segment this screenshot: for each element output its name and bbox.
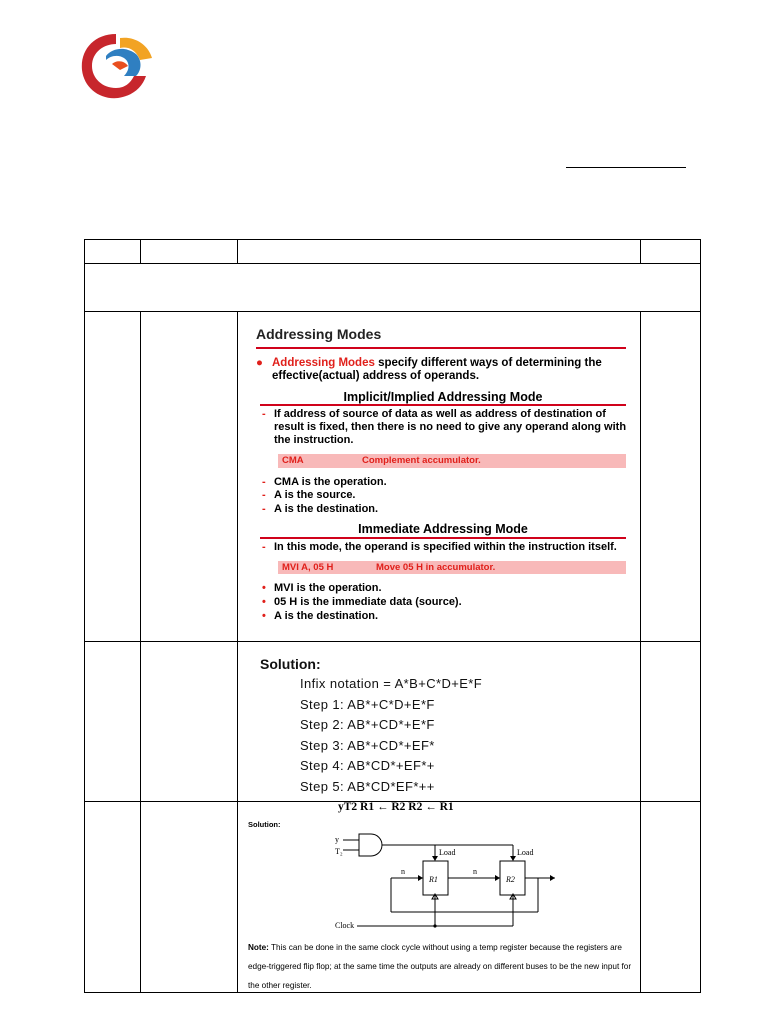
table-row	[85, 802, 701, 993]
point-text: A is the source.	[273, 489, 356, 502]
addressing-modes-slide	[237, 312, 640, 642]
load-label: Load	[516, 848, 534, 857]
bullet-icon: •	[261, 582, 266, 595]
list-item	[262, 596, 632, 609]
header-cell	[237, 240, 640, 264]
example-instr: CMA	[281, 455, 304, 467]
immediate-desc-item	[262, 541, 632, 554]
implicit-heading: Implicit/Implied Addressing Mode	[260, 390, 626, 407]
row-cell	[640, 642, 700, 802]
example-desc: Complement accumulator.	[361, 455, 481, 467]
implicit-desc: If address of source of data as well as address of destination of result is fixed, then there is no need to give any operand along with the instruction.	[273, 408, 627, 447]
point-text: 05 H is the immediate data (source).	[273, 596, 462, 609]
intro-bullet	[256, 357, 632, 384]
dash-icon: -	[261, 475, 266, 488]
example-desc: Move 05 H in accumulator.	[375, 562, 496, 574]
bullet-icon: •	[261, 596, 266, 609]
point-text: MVI is the operation.	[273, 582, 382, 595]
row-cell	[640, 312, 700, 642]
list-item	[262, 503, 632, 516]
immediate-heading: Immediate Addressing Mode	[260, 522, 626, 539]
register-transfer-equation: yT2 R1 ← R2 R2 ← R1	[337, 801, 454, 813]
register-swap-diagram	[333, 830, 563, 930]
header-cell	[141, 240, 238, 264]
list-item	[262, 489, 632, 502]
bullet-icon: •	[261, 610, 266, 623]
header-cell	[85, 240, 141, 264]
circuit-solution	[237, 802, 640, 993]
header-cell	[640, 240, 700, 264]
section-cell	[85, 264, 701, 312]
and-gate	[359, 834, 382, 856]
solution-label: Solution:	[247, 820, 281, 829]
dash-icon: -	[261, 541, 266, 554]
institution-logo	[76, 26, 156, 102]
row-cell	[141, 642, 238, 802]
example-instr: MVI A, 05 H	[281, 562, 334, 574]
load-label: Load	[438, 848, 456, 857]
row-cell	[640, 802, 700, 993]
dash-icon: -	[261, 408, 266, 421]
immediate-desc: In this mode, the operand is specified within the instruction itself.	[273, 541, 617, 554]
solution-line: Step 4: AB*CD*+EF*+	[299, 758, 435, 773]
solution-line: Step 3: AB*+CD*+EF*	[299, 737, 435, 753]
r2-label: R2	[505, 875, 515, 884]
slide-title: Addressing Modes	[256, 326, 626, 349]
point-text: A is the destination.	[273, 503, 379, 516]
bus-width-label: n	[400, 867, 405, 876]
intro-text	[272, 357, 632, 384]
note-paragraph	[248, 938, 643, 995]
bullet-icon: ●	[255, 356, 263, 369]
signature-line	[566, 167, 686, 168]
immediate-example	[278, 561, 626, 574]
list-item	[262, 582, 632, 595]
header-row	[85, 240, 701, 264]
t2-input-label: T₂	[334, 847, 343, 856]
row-cell	[85, 312, 141, 642]
intro-rest: specify different ways of determining the effective(actual) address of operands.	[271, 356, 602, 383]
table-row	[85, 312, 701, 642]
y-input-label: y	[334, 835, 339, 844]
intro-highlight: Addressing Modes	[271, 356, 375, 369]
table-row	[85, 642, 701, 802]
implicit-desc-item	[262, 408, 632, 447]
note-text: This can be done in the same clock cycle without using a temp register because the registers are edge-triggered flip flop; at the same time the outputs are already on different buses to be the new input for the other register.	[247, 943, 632, 990]
solution-line: Step 1: AB*+C*D+E*F	[299, 696, 435, 712]
infix-solution	[237, 642, 640, 802]
solution-line: Step 5: AB*CD*EF*++	[299, 778, 435, 794]
solution-line: Step 2: AB*+CD*+E*F	[299, 717, 435, 732]
row-cell	[141, 802, 238, 993]
dash-icon: -	[261, 503, 266, 516]
row-cell	[85, 642, 141, 802]
point-text: A is the destination.	[273, 610, 379, 623]
list-item	[262, 476, 632, 489]
solution-line: Infix notation = A*B+C*D+E*F	[299, 676, 483, 691]
bus-width-label: n	[472, 867, 477, 876]
content-table	[84, 239, 701, 993]
list-item	[262, 610, 632, 623]
implicit-example	[278, 454, 626, 467]
r1-label: R1	[428, 875, 438, 884]
row-cell	[85, 802, 141, 993]
solution-title: Solution:	[259, 656, 321, 672]
note-label: Note:	[247, 943, 269, 952]
row-cell	[141, 312, 238, 642]
section-row	[85, 264, 701, 312]
point-text: CMA is the operation.	[273, 475, 387, 488]
clock-label: Clock	[334, 921, 355, 930]
dash-icon: -	[261, 489, 266, 502]
